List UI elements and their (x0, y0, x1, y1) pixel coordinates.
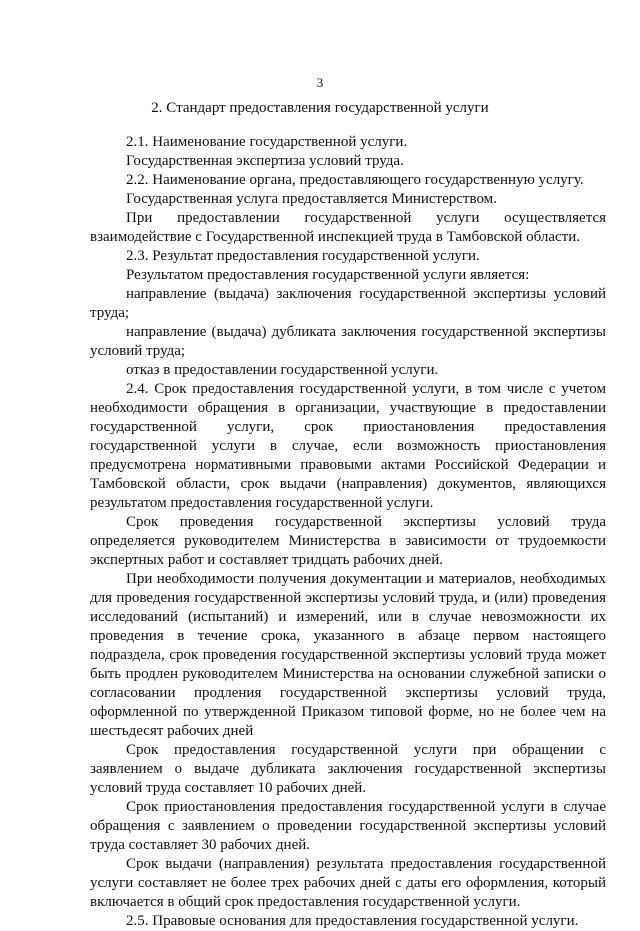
paragraph: направление (выдача) дубликата заключения государственной экспертизы условий труда; (90, 324, 606, 359)
paragraph: направление (выдача) заключения государственной экспертизы условий труда; (90, 286, 606, 321)
paragraph: Государственная экспертиза условий труда. (126, 153, 404, 169)
paragraph: 2.4. Срок предоставления государственной услуги, в том числе с учетом необходимости обращения в организации, участвующие в предоставлении государственной услуги, срок приостановления предоставления государственной услуги в случае, если возможность приостановления предусмотрена нормативными правовыми актами Российской Федерации и Тамбовской области, срок выдачи (направления) документов, являющихся результатом предоставления государственной услуги. (90, 381, 606, 511)
paragraph: 2.5. Правовые основания для предоставления государственной услуги. (126, 913, 579, 929)
paragraph: При необходимости получения документации и материалов, необходимых для проведения государственной экспертизы условий труда, и (или) проведения исследований (испытаний) и измерений, или в случае невозможности их проведения в течение срока, указанного в абзаце первом настоящего подраздела, срок проведения государственной экспертизы условий труда может быть продлен руководителем Министерства на основании служебной записки о согласовании продления государственной экспертизы условий труда, оформленной по утвержденной Приказом типовой форме, но не более чем на шестьдесят рабочих дней (90, 571, 606, 739)
paragraph: Срок приостановления предоставления государственной услуги в случае обращения с заявлением о проведении государственной экспертизы условий труда составляет 30 рабочих дней. (90, 799, 606, 853)
page-number: 3 (316, 75, 324, 90)
paragraph: 2.2. Наименование органа, предоставляющего государственную услугу. (126, 172, 584, 188)
paragraph: 2.3. Результат предоставления государственной услуги. (126, 248, 480, 264)
paragraph: Срок выдачи (направления) результата предоставления государственной услуги составляет не более трех рабочих дней с даты его оформления, который включается в общий срок предоставления государственной услуги. (90, 856, 606, 910)
paragraph: Результатом предоставления государственной услуги является: (126, 267, 530, 283)
section-heading: 2. Стандарт предоставления государственной услуги (151, 100, 489, 116)
paragraph: Срок проведения государственной экспертизы условий труда определяется руководителем Министерства в зависимости от трудоемкости экспертных работ и составляет тридцать рабочих дней. (90, 514, 606, 568)
paragraph: отказ в предоставлении государственной услуги. (126, 362, 439, 378)
paragraph: 2.1. Наименование государственной услуги. (126, 134, 408, 150)
document-body (90, 133, 606, 931)
paragraph: При предоставлении государственной услуги осуществляется взаимодействие с Государственной инспекцией труда в Тамбовской области. (90, 210, 606, 245)
paragraph: Государственная услуга предоставляется Министерством. (126, 191, 497, 207)
paragraph: Срок предоставления государственной услуги при обращении с заявлением о выдаче дубликата заключения государственной экспертизы условий труда составляет 10 рабочих дней. (90, 742, 606, 796)
